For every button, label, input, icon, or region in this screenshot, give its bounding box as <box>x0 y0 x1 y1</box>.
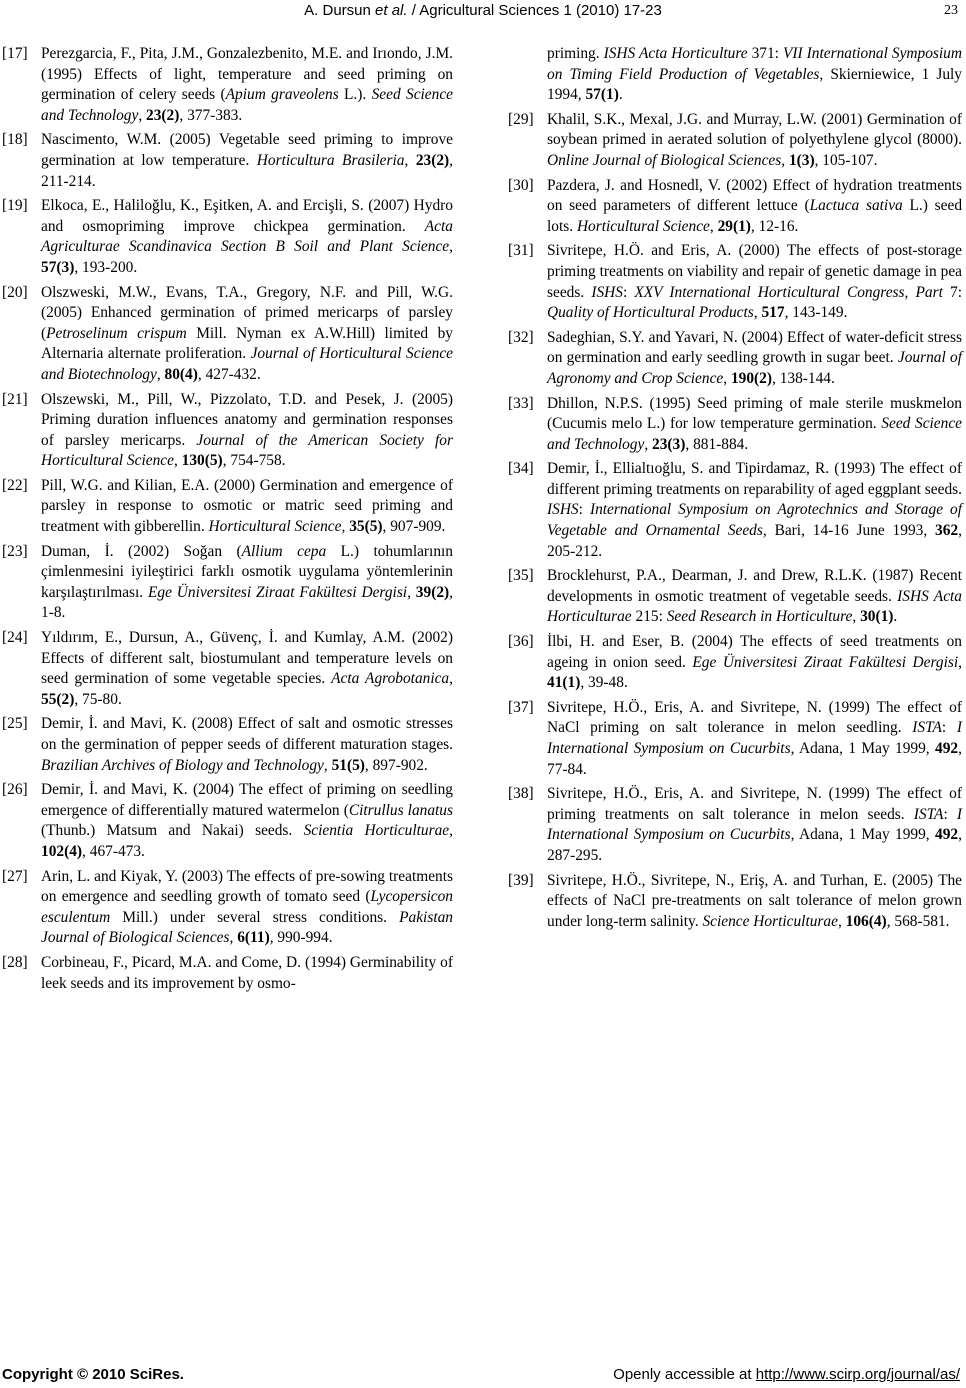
reference-text: ISHS <box>591 283 623 301</box>
reference-text: , <box>449 822 453 840</box>
reference-entry <box>2 542 453 624</box>
reference-text: 55(2) <box>41 690 75 708</box>
reference-text: Ege Üniversitesi Ziraat Fakültesi Dergisi <box>692 653 959 671</box>
reference-number: [27] <box>2 867 28 885</box>
reference-text: 215: <box>631 608 667 626</box>
reference-text: , 105-107. <box>814 151 878 169</box>
reference-text: Dhillon, N.P.S. (1995) Seed priming of male sterile muskmelon (Cucumis melo L.) for low temperature germination. <box>547 394 962 433</box>
reference-number: [26] <box>2 781 28 799</box>
reference-number: [25] <box>2 715 28 733</box>
reference-text: 57(3) <box>41 258 75 276</box>
reference-text: Seed Science and Technology <box>547 415 962 453</box>
reference-text: Acta Agriculturae Scandinavica Section B Soil and Plant Science <box>41 217 453 256</box>
reference-text: Yıldırım, E., Dursun, A., Güvenç, İ. and Kumlay, A.M. (2002) Effects of different salt, biostumulant and temperature levels on seed germination of some vegetable species. <box>41 629 453 688</box>
reference-number: [19] <box>2 197 28 215</box>
reference-text: (Thunb.) Matsum and Nakai) seeds. <box>41 822 304 840</box>
reference-entry <box>2 390 453 472</box>
reference-number: [31] <box>508 242 534 260</box>
reference-text: Pazdera, J. and Hosnedl, V. (2002) Effect of hydration treatments on seed parameters of different lettuce ( <box>547 176 962 215</box>
reference-number: [24] <box>2 629 28 647</box>
reference-text: , <box>709 217 718 235</box>
reference-text: , 77-84. <box>547 740 962 778</box>
reference-text: . <box>618 86 623 104</box>
reference-text: 23(2) <box>146 106 180 124</box>
reference-text: 362 <box>935 522 959 540</box>
reference-text: . <box>893 608 898 626</box>
reference-text: , 211-214. <box>41 151 454 190</box>
reference-text: , 754-758. <box>222 452 286 470</box>
reference-entry <box>508 698 962 780</box>
reference-text: Scientia Horticulturae <box>303 822 450 840</box>
reference-text: 23(2) <box>415 151 450 169</box>
journal-link[interactable]: http://www.scirp.org/journal/as/ <box>755 1366 960 1383</box>
reference-text: , <box>156 365 165 383</box>
reference-text: , <box>852 608 861 626</box>
reference-entry <box>2 628 453 710</box>
reference-number: [21] <box>2 390 28 408</box>
reference-text: 492 <box>935 740 959 757</box>
reference-number: [32] <box>508 328 534 346</box>
reference-text: Demir, İ., Ellialtıoğlu, S. and Tipirdamaz, R. (1993) The effect of different priming treatments on reparability of aged eggplant seeds. <box>547 460 962 498</box>
reference-text: Arin, L. and Kiyak, Y. (2003) The effects of pre-sowing treatments on emergence and seedling growth of tomato seed ( <box>41 867 453 906</box>
reference-text: 51(5) <box>331 756 365 774</box>
reference-entry <box>2 780 453 862</box>
reference-text: Ege Üniversitesi Ziraat Fakültesi Dergisi <box>148 583 408 601</box>
reference-text: Sadeghian, S.Y. and Yavari, N. (2004) Effect of water-deficit stress on germination and early seedling growth in sugar beet. <box>547 328 962 367</box>
reference-text: , 881-884. <box>685 435 749 453</box>
reference-text: , 12-16. <box>750 217 799 235</box>
copyright-notice: Copyright © 2010 SciRes. <box>2 1366 184 1383</box>
reference-text: , <box>341 518 350 536</box>
reference-text: Citrullus lanatus <box>348 801 453 819</box>
reference-text: Sivritepe, H.Ö., Eris, A. and Sivritepe, N. (1999) The effect of NaCl priming on salt tolerance in melon seedling. <box>547 698 962 737</box>
reference-number: [34] <box>508 460 534 478</box>
reference-text: Acta Agrobotanica <box>331 670 450 688</box>
reference-text: Allium cepa <box>241 542 327 560</box>
reference-text: Sivritepe, H.Ö. and Eris, A. (2000) The effects of post-storage priming treatments on viability and repair of genetic damage in pea seeds. <box>547 242 962 301</box>
reference-entry <box>508 632 962 694</box>
reference-text: ISTA <box>912 719 942 737</box>
header-journal: / Agricultural Sciences 1 (2010) 17-23 <box>411 2 662 19</box>
reference-entry <box>2 953 453 994</box>
reference-entry <box>508 44 962 106</box>
reference-text: 1(3) <box>788 151 815 169</box>
reference-number: [20] <box>2 283 28 301</box>
reference-text: 39(2) <box>415 583 450 601</box>
reference-text: , 427-432. <box>197 365 261 383</box>
reference-text: International Symposium on Agrotechnics and Storage of Vegetable and Ornamental Seeds <box>547 501 962 540</box>
reference-text: , <box>404 151 416 169</box>
reference-number: [38] <box>508 785 534 803</box>
reference-number: [22] <box>2 476 28 494</box>
reference-text: 102(4) <box>41 842 83 860</box>
reference-text: 57(1) <box>585 86 619 104</box>
reference-entry <box>2 867 453 949</box>
reference-entry <box>2 714 453 776</box>
reference-number: [36] <box>508 633 534 651</box>
reference-entry <box>2 283 453 386</box>
reference-text: , <box>904 283 916 301</box>
reference-text: İlbi, H. and Eser, B. (2004) The effects of seed treatments on ageing in onion seed. <box>547 633 962 671</box>
reference-text: , Adana, 1 May 1999, <box>790 826 936 844</box>
reference-text: , 1-8. <box>41 583 453 622</box>
reference-number: [17] <box>2 45 28 62</box>
reference-text: , Skierniewice, 1 July 1994, <box>547 65 962 104</box>
reference-number: [39] <box>508 871 534 889</box>
reference-text: Perezgarcia, F., Pita, J.M., Gonzalezbenito, M.E. and Irıondo, J.M. (1995) Effects of light, temperature and seed priming on germination of celery seeds ( <box>41 45 453 104</box>
reference-text: , 143-149. <box>784 304 848 322</box>
reference-text: Lactuca sativa <box>809 197 903 215</box>
reference-text: I International Symposium on Cucurbits <box>547 805 963 844</box>
reference-number: [29] <box>508 110 534 128</box>
reference-text: Pakistan Journal of Biological Sciences <box>41 908 453 947</box>
reference-text: Online Journal of Biological Sciences <box>547 151 782 169</box>
open-access-notice <box>613 1366 960 1383</box>
running-title <box>0 2 966 19</box>
reference-text: , <box>958 653 962 671</box>
reference-text: Quality of Horticultural Products <box>547 304 754 322</box>
reference-number: [23] <box>2 542 28 560</box>
reference-text: , <box>449 670 453 688</box>
references-right-column <box>508 44 962 932</box>
reference-text: 517 <box>761 304 785 322</box>
reference-text: Journal of Horticultural Science and Biotechnology <box>41 345 453 383</box>
reference-text: 29(1) <box>717 217 751 235</box>
reference-text: priming. <box>547 45 604 62</box>
reference-text: , <box>449 238 453 256</box>
reference-entry <box>508 176 962 238</box>
reference-text: Petroselinum crispum <box>46 324 187 342</box>
reference-text: VII International Symposium on Timing Field Production of Vegetables <box>547 45 962 83</box>
reference-text: 130(5) <box>181 452 223 470</box>
reference-entry <box>2 130 453 192</box>
reference-number: [33] <box>508 394 534 412</box>
reference-text: , <box>837 912 846 930</box>
reference-text: , Bari, 14-16 June 1993, <box>762 522 936 540</box>
reference-text: Horticultura Brasileria <box>256 151 405 169</box>
reference-text: ISHS Acta Horticulture <box>603 45 748 62</box>
reference-text: XXV International Horticultural Congress <box>634 283 905 301</box>
reference-text: , 75-80. <box>74 690 122 708</box>
reference-text: 41(1) <box>547 674 581 692</box>
reference-text: Brocklehurst, P.A., Dearman, J. and Drew, R.L.K. (1987) Recent developments in osmotic treatment of vegetable seeds. <box>547 567 962 605</box>
reference-text: Sivritepe, H.Ö., Eris, A. and Sivritepe, N. (1999) The effect of priming treatments on salt tolerance in melon seeds. <box>547 785 962 823</box>
reference-text: Science Horticulturae <box>702 912 838 930</box>
running-header <box>0 2 966 24</box>
reference-text: Journal of the American Society for Horticultural Science <box>41 431 453 470</box>
reference-text: : <box>941 719 957 737</box>
reference-text: Seed Research in Horticulture <box>666 608 853 626</box>
reference-entry <box>2 476 453 538</box>
reference-text: Seed Science and Technology <box>41 86 453 124</box>
reference-text: Khalil, S.K., Mexal, J.G. and Murray, L.W. (2001) Germination of soybean primed in aerated solution of polyethylene glycol (8000). <box>547 110 962 149</box>
reference-text: , 467-473. <box>82 842 145 860</box>
reference-text: , 568-581. <box>886 912 950 930</box>
reference-text: Nascimento, W.M. (2005) Vegetable seed priming to improve germination at low temperature. <box>41 131 453 169</box>
reference-text: 6(11) <box>237 929 270 947</box>
reference-entry <box>508 110 962 172</box>
reference-text: 30(1) <box>860 608 894 626</box>
reference-text: 35(5) <box>349 518 383 536</box>
reference-text: Sivritepe, H.Ö., Sivritepe, N., Eriş, A. and Turhan, E. (2005) The effects of NaCl pre-treatments on salt tolerance of melon grown under long-term salinity. <box>547 871 962 930</box>
reference-entry <box>508 241 962 323</box>
page-number: 23 <box>944 3 958 18</box>
reference-number: [35] <box>508 567 534 585</box>
page-footer <box>0 1366 966 1388</box>
reference-text: L.) seed lots. <box>547 197 963 235</box>
reference-text: Journal of Agronomy and Crop Science <box>547 349 962 387</box>
reference-text: Mill. Nyman ex A.W.Hill) limited by Alternaria alternate proliferation. <box>41 324 453 363</box>
reference-text: ISTA <box>913 805 944 823</box>
reference-number: [18] <box>2 131 28 149</box>
access-prefix: Openly accessible at <box>613 1366 756 1383</box>
reference-text: Corbineau, F., Picard, M.A. and Come, D. (1994) Germinability of leek seeds and its improvement by osmo- <box>41 953 453 992</box>
reference-entry <box>508 328 962 390</box>
reference-text: Apium graveolens <box>225 86 339 104</box>
reference-text: ISHS Acta Horticulturae <box>547 587 962 626</box>
reference-text: , 138-144. <box>772 369 835 387</box>
reference-text: : <box>943 805 957 823</box>
reference-text: , 377-383. <box>179 106 243 124</box>
reference-number: [28] <box>2 953 28 971</box>
reference-text: , 897-902. <box>364 756 428 774</box>
reference-text: Olszweski, M.W., Evans, T.A., Gregory, N.F. and Pill, W.G. (2005) Enhanced germination of primed mericarps of parsley ( <box>41 283 453 342</box>
reference-text: , <box>723 369 731 387</box>
reference-text: 190(2) <box>730 369 772 387</box>
reference-text: Lycopersicon esculentum <box>41 888 453 926</box>
reference-text: , <box>644 435 653 453</box>
reference-text: 80(4) <box>164 365 198 383</box>
reference-text: , <box>407 583 416 601</box>
reference-text: , Adana, 1 May 1999, <box>790 740 936 757</box>
reference-entry <box>2 44 453 126</box>
reference-text: , <box>753 304 762 322</box>
reference-text: Part <box>915 283 943 301</box>
reference-text: Pill, W.G. and Kilian, E.A. (2000) Germination and emergence of parsley in response to osmotic or matric seed priming and treatment with gibberellin. <box>41 476 453 536</box>
reference-text: , 205-212. <box>547 522 962 560</box>
reference-text: Horticultural Science <box>208 518 342 536</box>
reference-text: L.). <box>338 86 372 104</box>
reference-text: L.) tohumlarının çimlenmesini iyileştirici farklı osmotik uygulama yöntemlerinin karşılaştırılması. <box>41 542 453 601</box>
reference-text: ISHS <box>547 501 579 519</box>
reference-entry <box>508 394 962 456</box>
reference-text: 492 <box>935 826 959 844</box>
reference-text: : <box>578 501 590 519</box>
reference-text: Demir, İ. and Mavi, K. (2004) The effect of priming on seedling emergence of differentially matured watermelon ( <box>41 781 453 819</box>
header-authors: A. Dursun <box>304 2 371 19</box>
reference-text: Demir, İ. and Mavi, K. (2008) Effect of salt and osmotic stresses on the germination of pepper seeds of different maturation stages. <box>41 715 453 753</box>
reference-entry <box>508 784 962 866</box>
reference-text: , 193-200. <box>74 258 138 276</box>
reference-text: , <box>173 452 182 470</box>
reference-text: I International Symposium on Cucurbits <box>547 719 962 757</box>
reference-number: [30] <box>508 176 534 194</box>
reference-text: : <box>622 283 635 301</box>
reference-text: , <box>138 106 147 124</box>
reference-entry <box>508 566 962 628</box>
reference-text: 23(3) <box>652 435 686 453</box>
reference-text: 106(4) <box>845 912 887 930</box>
reference-text: , 907-909. <box>382 518 446 536</box>
reference-text: 7: <box>942 283 962 301</box>
reference-entry <box>508 871 962 933</box>
reference-text: Brazilian Archives of Biology and Technology <box>41 756 324 774</box>
reference-entry <box>2 196 453 278</box>
reference-text: , 990-994. <box>269 929 333 947</box>
reference-text: , <box>323 756 332 774</box>
header-etal: et al. <box>375 2 408 19</box>
reference-text: Duman, İ. (2002) Soğan ( <box>41 542 242 560</box>
reference-text: , <box>229 929 238 947</box>
reference-text: Horticultural Science <box>576 217 710 235</box>
reference-text: 371: <box>747 45 783 62</box>
reference-text: , 287-295. <box>547 826 962 864</box>
reference-text: Elkoca, E., Haliloğlu, K., Eşitken, A. and Ercişli, S. (2007) Hydro and osmopriming improve chickpea germination. <box>41 197 453 235</box>
reference-text: Olszewski, M., Pill, W., Pizzolato, T.D. and Pesek, J. (2005) Priming duration influences anatomy and germination responses of parsley mericarps. <box>41 390 453 449</box>
reference-number: [37] <box>508 698 534 716</box>
references-left-column <box>2 44 453 994</box>
reference-text: , 39-48. <box>580 674 628 692</box>
reference-text: , <box>781 151 789 169</box>
reference-entry <box>508 459 962 562</box>
reference-text: Mill.) under several stress conditions. <box>110 908 400 926</box>
